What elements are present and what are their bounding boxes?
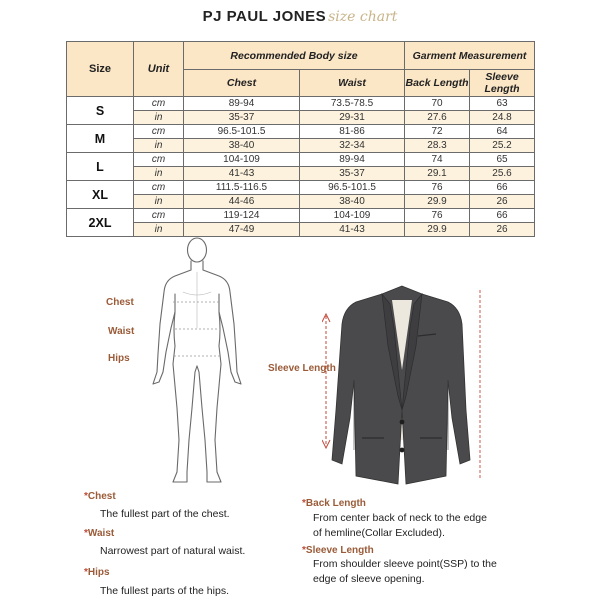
size-label: XL: [67, 181, 134, 209]
waist-definition-title: *Waist: [84, 528, 115, 539]
star-icon: *: [84, 567, 88, 578]
back-length-definition-title: *Back Length: [302, 498, 366, 509]
table-row: [67, 153, 535, 167]
col-header-sleeve-length: Sleeve Length: [470, 70, 535, 97]
unit-cell: in: [134, 111, 184, 125]
waist-cell: 96.5-101.5: [300, 181, 405, 195]
sleeve-length-cell: 26: [470, 195, 535, 209]
back-length-cell: 70: [405, 97, 470, 111]
sleeve-length-cell: 24.8: [470, 111, 535, 125]
star-icon: *: [302, 498, 306, 509]
waist-cell: 38-40: [300, 195, 405, 209]
chest-cell: 38-40: [184, 139, 300, 153]
chest-cell: 104-109: [184, 153, 300, 167]
size-label: 2XL: [67, 209, 134, 237]
unit-cell: cm: [134, 153, 184, 167]
table-row: [67, 97, 535, 111]
sleeve-length-cell: 63: [470, 97, 535, 111]
col-header-back-length: Back Length: [405, 70, 470, 97]
chest-cell: 35-37: [184, 111, 300, 125]
hips-figure-label: Hips: [108, 353, 130, 364]
chest-figure-label: Chest: [106, 297, 134, 308]
sleeve-length-figure-label: Sleeve Length: [268, 363, 336, 374]
hips-definition: The fullest parts of the hips.: [100, 585, 229, 597]
waist-cell: 41-43: [300, 223, 405, 237]
col-header-unit: Unit: [134, 42, 184, 97]
size-chart-script: size chart: [328, 9, 398, 25]
table-row: [67, 125, 535, 139]
unit-cell: in: [134, 167, 184, 181]
col-header-size: Size: [67, 42, 134, 97]
size-label: L: [67, 153, 134, 181]
table-row: [67, 195, 535, 209]
back-length-cell: 29.9: [405, 195, 470, 209]
back-length-cell: 72: [405, 125, 470, 139]
star-icon: *: [84, 528, 88, 539]
brand-name: PJ PAUL JONES: [202, 8, 327, 25]
back-length-cell: 29.1: [405, 167, 470, 181]
size-label: S: [67, 97, 134, 125]
chest-definition-title: *Chest: [84, 491, 116, 502]
sleeve-length-cell: 25.2: [470, 139, 535, 153]
back-length-cell: 74: [405, 153, 470, 167]
chest-cell: 41-43: [184, 167, 300, 181]
back-length-cell: 27.6: [405, 111, 470, 125]
col-group-garment: Garment Measurement: [405, 42, 535, 70]
sleeve-length-definition: From shoulder sleeve point(SSP) to the edge of sleeve opening.: [313, 558, 497, 585]
hips-definition-title: *Hips: [84, 567, 110, 578]
waist-cell: 32-34: [300, 139, 405, 153]
waist-cell: 35-37: [300, 167, 405, 181]
unit-cell: cm: [134, 97, 184, 111]
sleeve-length-cell: 64: [470, 125, 535, 139]
chest-cell: 96.5-101.5: [184, 125, 300, 139]
chest-cell: 89-94: [184, 97, 300, 111]
unit-cell: in: [134, 223, 184, 237]
star-icon: *: [302, 545, 306, 556]
chest-definition: The fullest part of the chest.: [100, 508, 230, 520]
unit-cell: cm: [134, 209, 184, 223]
waist-cell: 73.5-78.5: [300, 97, 405, 111]
waist-cell: 89-94: [300, 153, 405, 167]
title: [0, 8, 600, 32]
sleeve-length-definition-title: *Sleeve Length: [302, 545, 374, 556]
back-length-cell: 28.3: [405, 139, 470, 153]
waist-cell: 104-109: [300, 209, 405, 223]
back-length-cell: 29.9: [405, 223, 470, 237]
body-outline-figure: [135, 232, 260, 490]
table-row: [67, 139, 535, 153]
waist-definition: Narrowest part of natural waist.: [100, 545, 246, 557]
sleeve-length-cell: 26: [470, 223, 535, 237]
back-length-cell: 76: [405, 209, 470, 223]
sleeve-length-cell: 65: [470, 153, 535, 167]
table-row: [67, 181, 535, 195]
col-header-chest: Chest: [184, 70, 300, 97]
sleeve-length-cell: 66: [470, 181, 535, 195]
back-length-definition: From center back of neck to the edge of hemline(Collar Excluded).: [313, 512, 487, 539]
star-icon: *: [84, 491, 88, 502]
sleeve-length-cell: 66: [470, 209, 535, 223]
waist-cell: 81-86: [300, 125, 405, 139]
unit-cell: in: [134, 195, 184, 209]
table-row: [67, 111, 535, 125]
chest-cell: 111.5-116.5: [184, 181, 300, 195]
waist-cell: 29-31: [300, 111, 405, 125]
blazer-image: [322, 270, 492, 498]
chest-cell: 119-124: [184, 209, 300, 223]
chest-cell: 47-49: [184, 223, 300, 237]
size-chart-table: [66, 41, 535, 237]
sleeve-length-cell: 25.6: [470, 167, 535, 181]
col-group-body-size: Recommended Body size: [184, 42, 405, 70]
back-length-cell: 76: [405, 181, 470, 195]
unit-cell: in: [134, 139, 184, 153]
unit-cell: cm: [134, 181, 184, 195]
table-row: [67, 167, 535, 181]
waist-figure-label: Waist: [108, 326, 135, 337]
chest-cell: 44-46: [184, 195, 300, 209]
unit-cell: cm: [134, 125, 184, 139]
col-header-waist: Waist: [300, 70, 405, 97]
size-label: M: [67, 125, 134, 153]
table-row: [67, 209, 535, 223]
